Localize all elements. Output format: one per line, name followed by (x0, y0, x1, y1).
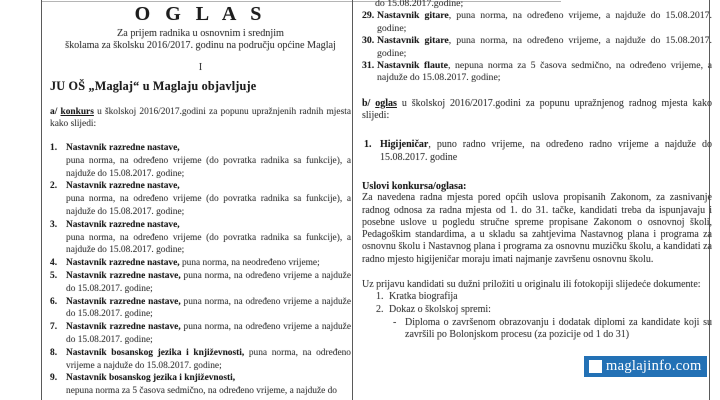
item-body: , puna norma, na određeno vrijeme, a najduže do 15.08.2017. godine; (377, 10, 712, 34)
item-number: 7. (50, 322, 58, 333)
item-body: puna norma, na određeno vrijeme (do povratka radnika sa funkcije), a najduže do 15.08.2017. godine; (66, 194, 351, 217)
section-a-intro-text: u školskoj 2016/2017.godini za popunu upražnjenih radnih mjesta kako slijedi: (50, 106, 351, 130)
item-number: 5. (50, 270, 58, 281)
item-body: puna norma, na određeno vrijeme a najduže do 15.08.2017. godine; (66, 296, 351, 320)
conditions-paragraph: Za navedena radna mjesta pored općih uslova propisanih Zakonom, za zasnivanje radnog odnosa za radna mjesta od 1. do 31. tačke, kandidati treba da ispunjavaju i posebne uslove u pogledu stručne spreme propisane Zakonom o osnovnoj školi, Pedagoškim standardima, a u skladu sa zahtjevima Nastavnog plana i programa za osnovnu školu i Nastavnog plana i programa za osnovnu muzičku školu, a kandidati za radno mjesto higijeničar moraju imati najmanje završenu osnovnu školu. (362, 192, 712, 265)
section-b-intro (362, 98, 712, 123)
list-item (50, 347, 351, 373)
conditions-heading: Uslovi konkursa/oglasa: (362, 181, 467, 193)
item-number: 1. (50, 143, 58, 153)
list-item (362, 10, 712, 35)
right-column (362, 0, 712, 342)
item-number: 29. (362, 10, 375, 22)
list-item (50, 180, 351, 218)
item-body: puna norma, na određeno vrijeme (do povratka radnika sa funkcije), a najduže do 15.08.2017. godine; (66, 232, 351, 256)
left-column (50, 0, 351, 398)
school-heading: JU OŠ „Maglaj“ u Maglaju objavljuje (50, 78, 257, 93)
item-title: Nastavnik gitare (377, 35, 449, 47)
doc-subtitle-line2: školama za školsku 2016/2017. godinu na području općine Maglaj (65, 40, 336, 52)
watermark-logo-icon (589, 360, 602, 373)
item-title: Nastavnik flaute (377, 60, 448, 72)
document-subitem (362, 317, 712, 342)
item-number: 1. (364, 139, 372, 151)
doc-subtitle (50, 28, 351, 53)
list-item (362, 35, 712, 60)
list-item (50, 321, 351, 347)
item-title: Nastavnik bosanskog jezika i književnosti, (66, 373, 236, 384)
item-body: , puno radno vrijeme, na određeno radno vrijeme a najduže do 15.08.2017. godine (380, 139, 712, 163)
section-b-label: b/ (362, 97, 376, 109)
item-number: 4. (50, 258, 58, 269)
list-item (50, 372, 351, 398)
item-body: puna norma, na određeno vrijeme a najduže do 15.08.2017. godine; (66, 270, 351, 294)
item-body: puna norma, na određeno vrijeme (do povratka radnika sa funkcije), a najduže do 15.08.2017. godine; (66, 155, 351, 179)
item-text: Diploma o završenom obrazovanju i dodatak diplomi za kandidate koji su završili po Bolonjskom procesu (za pozicije od 1 do 31) (405, 316, 712, 341)
list-item (50, 219, 351, 257)
item-title: Nastavnik razredne nastave, (66, 270, 181, 281)
item-number: 31. (362, 60, 375, 72)
list-item (50, 270, 351, 296)
scan-left-border (41, 0, 42, 400)
item-number: 6. (50, 296, 58, 307)
item-body: nepuna norma za 5 časova sedmično, na određeno vrijeme, a najduže do (66, 386, 337, 397)
section-a-keyword: konkurs (60, 106, 94, 117)
item-text: Dokaz o školskoj spremi: (389, 304, 491, 315)
section-b-keyword: oglas (375, 97, 397, 109)
doc-subtitle-line1: Za prijem radnika u osnovnim i srednjim (117, 28, 284, 39)
list-item (362, 60, 712, 85)
doc-title: O G L A S (134, 3, 267, 25)
document-item (362, 304, 712, 317)
item-number: 9. (50, 373, 58, 384)
item-body: , puna norma, na određeno vrijeme, a najduže do 15.08.2017. godine; (377, 35, 712, 59)
section-numeral: I (198, 61, 203, 73)
vacancy-list-a (50, 142, 351, 398)
item-title: Nastavnik razredne nastave, (66, 296, 181, 307)
item-title: Nastavnik razredne nastave, (66, 322, 181, 333)
watermark-text: maglajinfo.com (606, 358, 702, 374)
list-item (50, 296, 351, 322)
item-title: Higijeničar (380, 139, 429, 151)
watermark-badge (584, 356, 707, 377)
item-text: Kratka biografija (389, 291, 458, 303)
item-number: 30. (362, 35, 375, 47)
section-a-intro (50, 106, 351, 131)
item-body: , nepuna norma za 5 časova sedmično, na određeno vrijeme, a najduže do 15.08.2017. godine; (377, 60, 712, 84)
item-body: puna norma, na neodređeno vrijeme; (179, 258, 320, 269)
item-body: puna norma, na određeno vrijeme a najduže do 15.08.2017. godine; (66, 347, 351, 371)
carryover-line: do 15.08.2017.godine; (375, 0, 464, 9)
item-body: puna norma, na određeno vrijeme a najduže do 15.08.2017. godine; (66, 322, 351, 345)
item-title: Nastavnik gitare (377, 10, 449, 22)
item-number: 2. (376, 304, 384, 315)
item-title: Nastavnik bosanskog jezika i književnosti, (66, 347, 245, 358)
item-title: Nastavnik razredne nastave, (66, 219, 180, 230)
item-number: 2. (50, 181, 58, 192)
item-number: 3. (50, 219, 58, 230)
document-item (362, 291, 712, 304)
required-documents-list (362, 291, 712, 341)
item-title: Nastavnik razredne nastave, (66, 258, 180, 269)
item-title: Nastavnik razredne nastave, (66, 181, 180, 192)
list-item (50, 257, 351, 270)
item-title: Nastavnik razredne nastave, (66, 143, 180, 153)
section-b-intro-text: u školskoj 2016/2017.godini za popunu upražnjenog radnog mjesta kako slijedi: (362, 97, 712, 122)
list-item (362, 139, 712, 164)
list-item (50, 142, 351, 180)
item-number: 8. (50, 347, 58, 358)
dash-bullet: - (393, 316, 397, 328)
item-number: 1. (376, 291, 384, 303)
column-divider (352, 0, 353, 400)
application-paragraph: Uz prijavu kandidati su dužni priložiti u originalu ili fotokopiji slijedeće dokumente: (362, 279, 701, 290)
section-a-label: a/ (50, 106, 61, 117)
